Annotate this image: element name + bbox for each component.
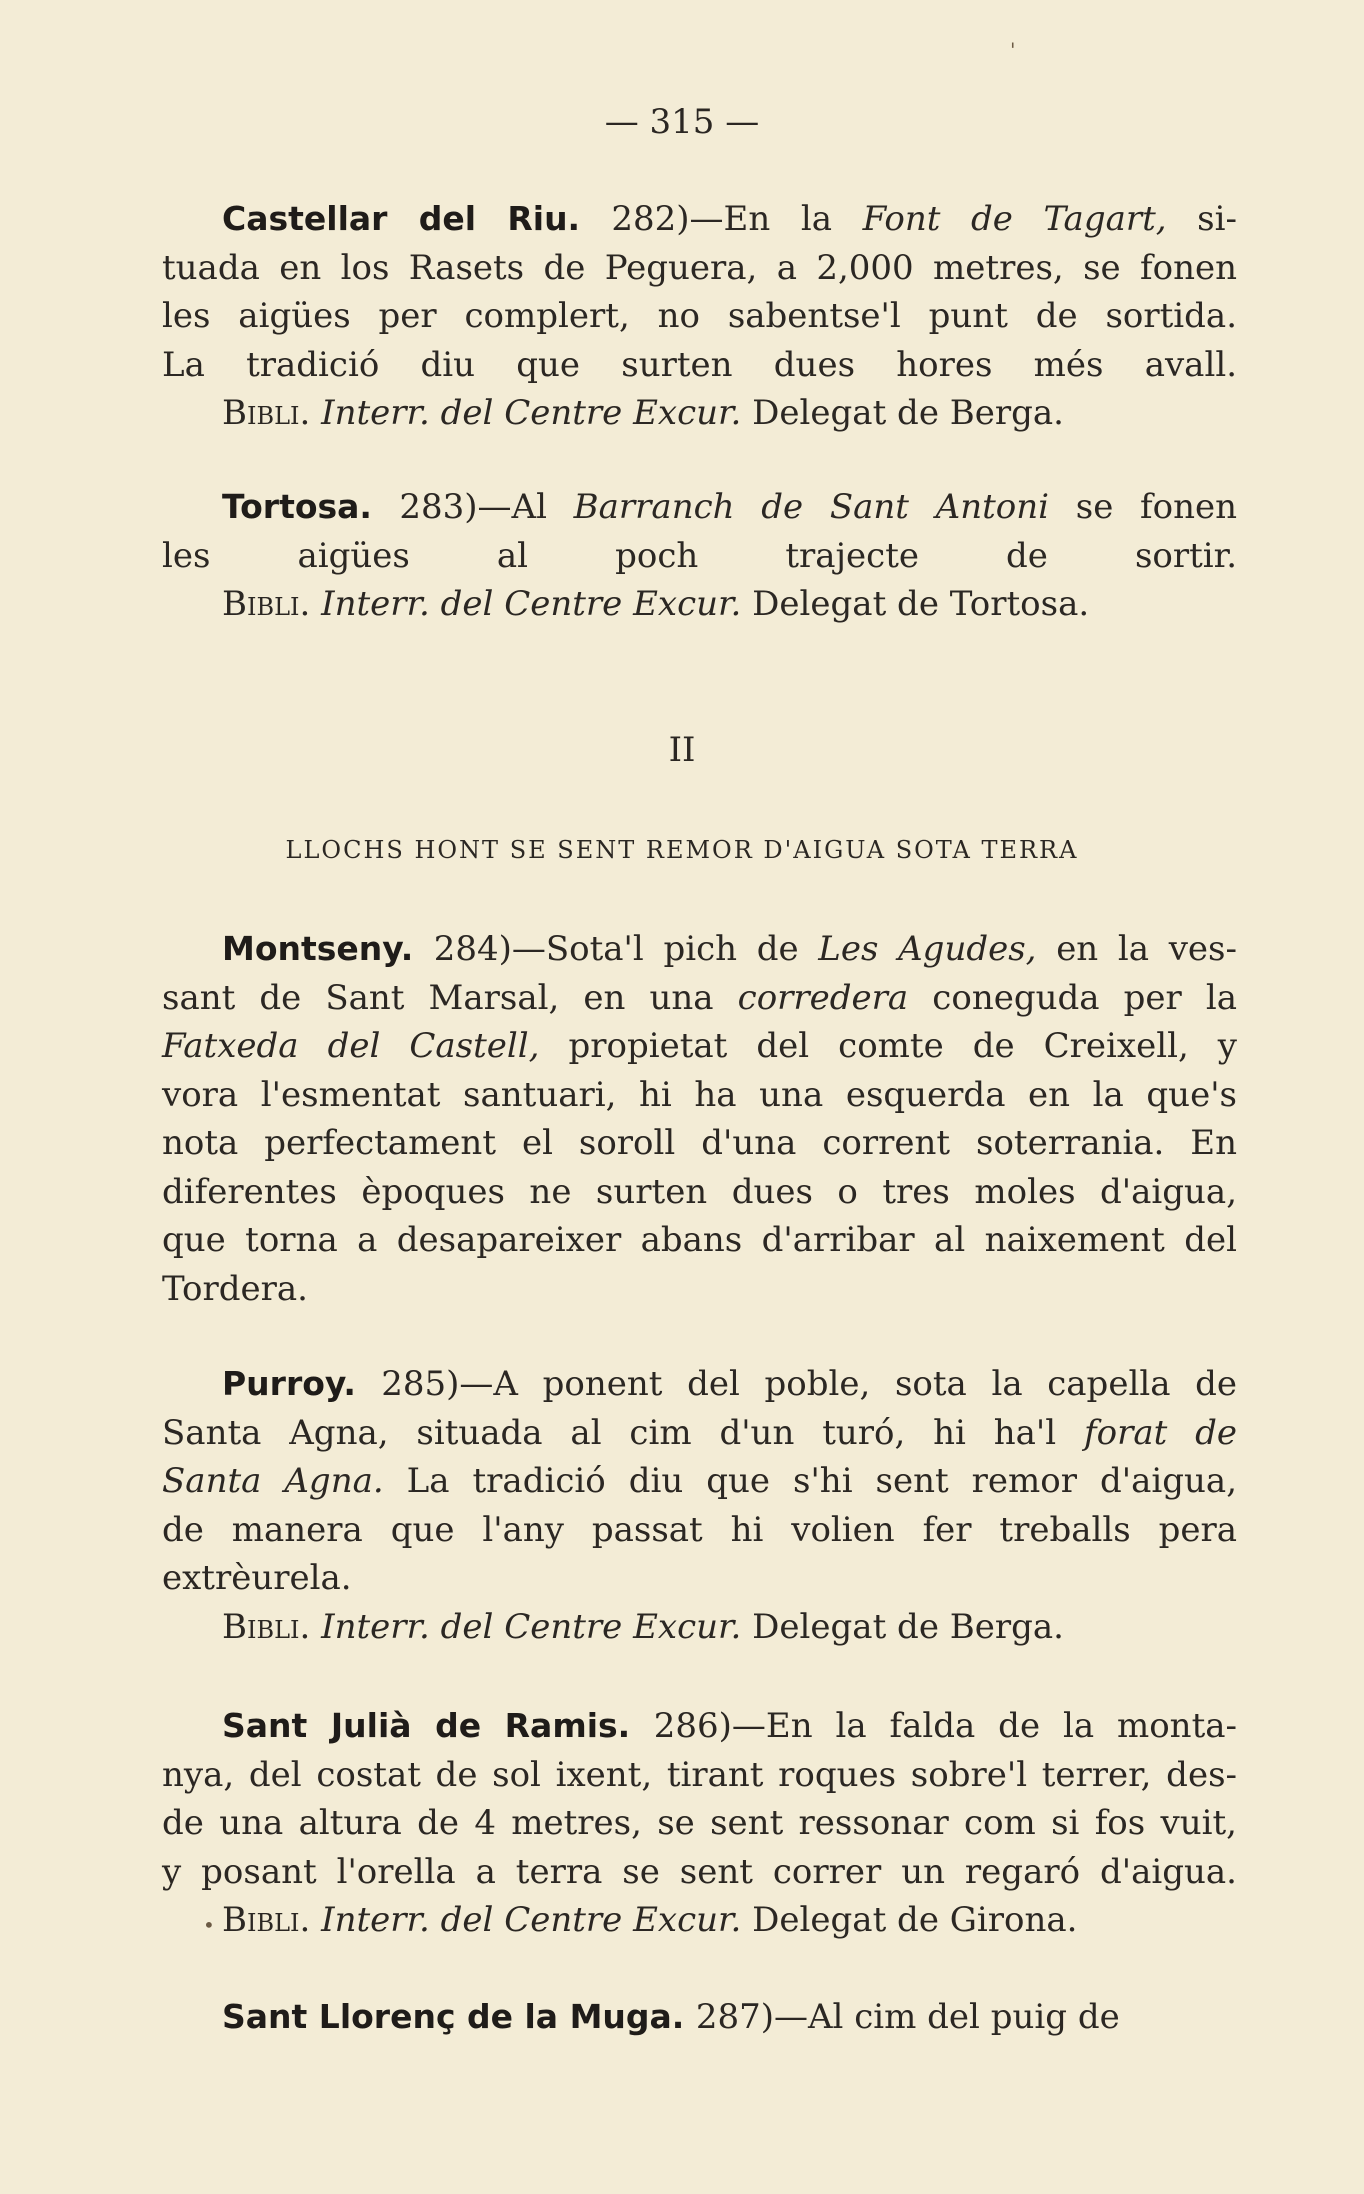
place-heading: Montseny. — [222, 929, 434, 968]
text-line — [162, 1848, 1237, 1896]
text-line — [162, 292, 1237, 340]
text-line — [222, 1993, 1237, 2041]
text-run: 285)—A ponent del poble, sota la capella de — [381, 1364, 1237, 1404]
text-line — [162, 532, 1237, 580]
text-run: . — [299, 1606, 322, 1647]
text-line — [162, 1216, 1237, 1264]
text-line — [162, 1168, 1237, 1216]
text-run: Santa Agna, situada al cim d'un turó, hi ha'l — [162, 1412, 1085, 1453]
italic-run: corredera — [737, 977, 909, 1018]
text-run: vora l'esmentat santuari, hi ha una esquerda en la que's — [162, 1074, 1237, 1115]
text-run: propietat del comte de Creixell, y — [539, 1026, 1237, 1066]
bibli-label: Bibli — [222, 584, 300, 624]
section-title: LLOCHS HONT SE SENT REMOR D'AIGUA SOTA TERRA — [285, 836, 1079, 864]
text-line — [162, 1119, 1237, 1167]
italic-run: Interr. del Centre Excur. — [321, 393, 742, 433]
place-heading: Tortosa. — [222, 487, 400, 526]
page-number: — 315 — — [604, 102, 760, 142]
bibliography-line — [222, 1603, 1237, 1651]
text-line — [162, 341, 1237, 389]
text-run: Delegat de Berga. — [741, 393, 1064, 433]
text-line — [222, 1702, 1237, 1750]
text-line — [162, 1554, 1237, 1602]
text-run: sant de Sant Marsal, en una — [162, 977, 738, 1018]
text-run: 282)—En la — [611, 199, 863, 239]
text-run: de manera que l'any passat hi volien fer treballs pera — [162, 1509, 1237, 1550]
place-heading: Sant Julià de Ramis. — [222, 1706, 654, 1745]
text-run: Delegat de Girona. — [741, 1900, 1078, 1940]
text-run: 287)—Al cim del puig de — [695, 1997, 1120, 2037]
text-run: que torna a desapareixer abans d'arribar al naixement del — [162, 1220, 1237, 1260]
text-run: Tordera. — [162, 1268, 308, 1309]
text-run: . — [299, 393, 322, 433]
text-line — [222, 483, 1237, 531]
text-run: Delegat de Tortosa. — [741, 584, 1090, 624]
text-line — [222, 195, 1237, 243]
text-run: les aigües per complert, no sabentse'l punt de sortida. — [162, 296, 1237, 336]
text-line — [162, 974, 1237, 1022]
text-run: les aigües al poch trajecte de sortir. — [162, 535, 1237, 576]
text-run: si- — [1166, 199, 1237, 239]
italic-run: Santa Agna. — [162, 1461, 384, 1501]
text-run: en la ves- — [1036, 929, 1237, 969]
text-run: de una altura de 4 metres, se sent ressonar com si fos vuit, — [162, 1803, 1237, 1843]
bibliography-line — [222, 389, 1237, 437]
place-heading: Castellar del Riu. — [222, 199, 612, 238]
italic-run: Fatxeda del Castell, — [162, 1026, 540, 1066]
section-number: II — [668, 730, 696, 770]
text-line — [162, 1457, 1237, 1505]
text-run: 286)—En la falda de la monta- — [653, 1706, 1237, 1746]
text-line — [222, 1360, 1237, 1408]
italic-run: forat de — [1084, 1412, 1237, 1453]
ink-speck: • — [203, 1913, 215, 1937]
bibliography-line — [222, 580, 1237, 628]
bibli-label: Bibli — [222, 393, 300, 433]
text-line — [162, 1071, 1237, 1119]
italic-run: Barranch de Sant Antoni — [573, 487, 1050, 527]
text-run: diferentes èpoques ne surten dues o tres moles d'aigua, — [162, 1171, 1237, 1212]
italic-run: Interr. del Centre Excur. — [321, 1900, 742, 1940]
text-run: . — [299, 1900, 322, 1940]
text-line — [162, 244, 1237, 292]
text-line — [162, 1506, 1237, 1554]
text-run: se fonen — [1049, 487, 1238, 527]
text-run: coneguda per la — [908, 977, 1237, 1018]
text-run: La tradició diu que surten dues hores més avall. — [162, 344, 1237, 385]
text-line — [162, 1022, 1237, 1070]
paper-speck: ' — [1010, 38, 1016, 62]
text-line — [162, 1751, 1237, 1799]
text-line — [162, 1409, 1237, 1457]
text-run: y posant l'orella a terra se sent correr un regaró d'aigua. — [162, 1851, 1237, 1892]
text-run: 283)—Al — [399, 487, 574, 527]
text-line — [162, 1265, 1237, 1313]
place-heading: Sant Llorenç de la Muga. — [222, 1997, 696, 2036]
text-run: Delegat de Berga. — [741, 1606, 1064, 1647]
bibliography-line — [222, 1896, 1237, 1944]
bibli-label: Bibli — [222, 1606, 300, 1647]
italic-run: Interr. del Centre Excur. — [321, 1606, 742, 1647]
text-run: tuada en los Rasets de Peguera, a 2,000 metres, se fonen — [162, 247, 1237, 288]
text-line — [222, 925, 1237, 973]
text-run: 284)—Sota'l pich de — [433, 929, 819, 969]
italic-run: Les Agudes, — [818, 929, 1037, 969]
text-run: La tradició diu que s'hi sent remor d'aigua, — [383, 1461, 1238, 1501]
text-run: extrèurela. — [162, 1558, 352, 1598]
place-heading: Purroy. — [222, 1364, 382, 1403]
text-run: nya, del costat de sol ixent, tirant roques sobre'l terrer, des- — [162, 1754, 1237, 1795]
text-run: . — [299, 584, 322, 624]
italic-run: Interr. del Centre Excur. — [321, 584, 742, 624]
bibli-label: Bibli — [222, 1900, 300, 1940]
italic-run: Font de Tagart, — [862, 199, 1167, 239]
text-run: nota perfectament el soroll d'una corrent soterrania. En — [162, 1123, 1237, 1163]
text-line — [162, 1799, 1237, 1847]
